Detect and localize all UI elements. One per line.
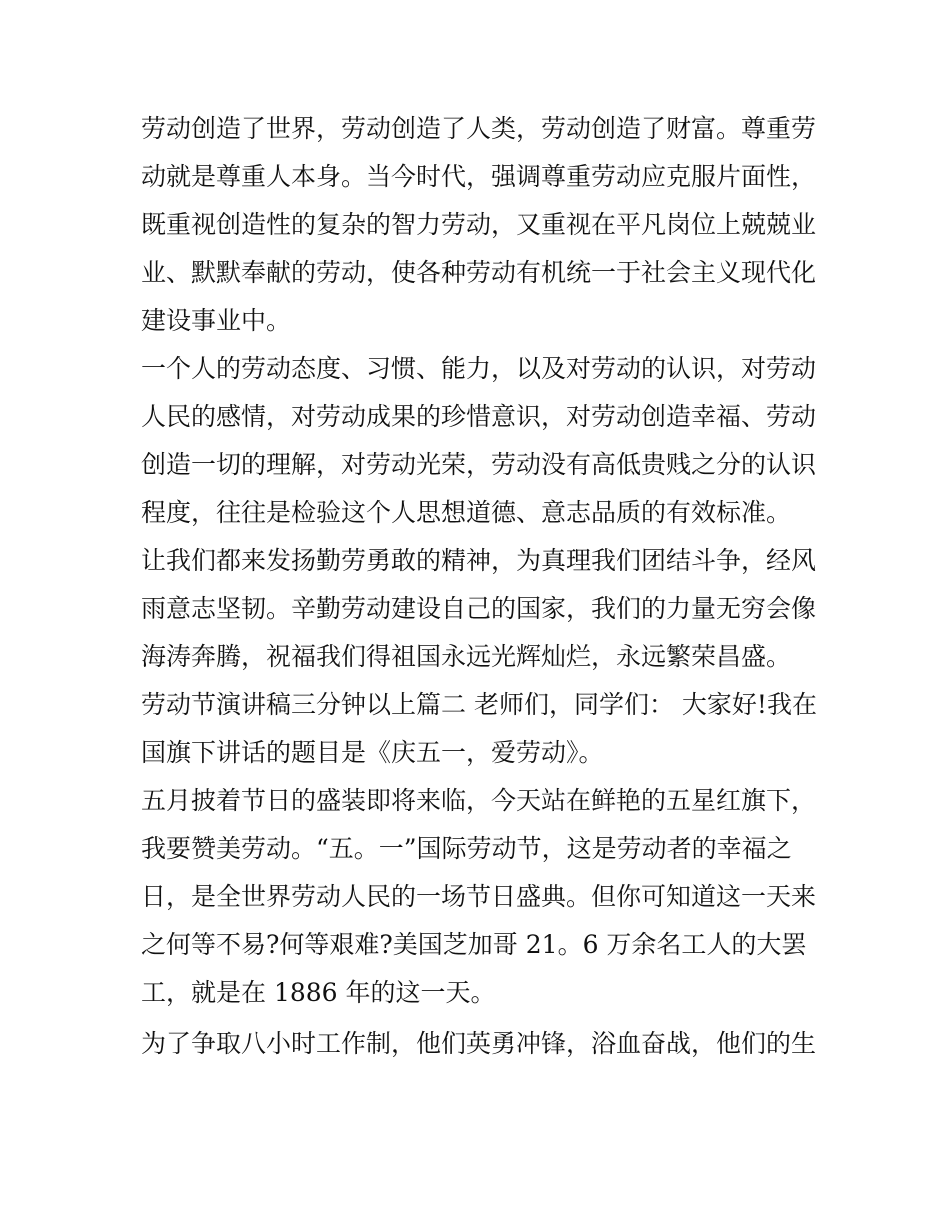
text-line: 一个人的劳动态度、习惯、能力，以及对劳动的认识，对劳动 — [141, 354, 817, 383]
text-line: 既重视创造性的复杂的智力劳动，又重视在平凡岗位上兢兢业 — [141, 210, 817, 239]
text-line: 劳动节演讲稿三分钟以上篇二 老师们，同学们： 大家好!我在 — [141, 690, 817, 719]
text-line: 海涛奔腾，祝福我们得祖国永远光辉灿烂，永远繁荣昌盛。 — [141, 642, 792, 671]
text-line: 建设事业中。 — [141, 306, 292, 335]
text-line: 为了争取八小时工作制，他们英勇冲锋，浴血奋战，他们的生 — [141, 1029, 817, 1058]
text-line: 人民的感情，对劳动成果的珍惜意识，对劳动创造幸福、劳动 — [141, 402, 817, 431]
text-line: 国旗下讲话的题目是《庆五一，爱劳动》。 — [141, 738, 604, 767]
text-line: 工，就是在 1886 年的这一天。 — [141, 978, 496, 1007]
text-line: 雨意志坚韧。辛勤劳动建设自己的国家，我们的力量无穷会像 — [141, 594, 817, 623]
body-text — [141, 105, 821, 1068]
text-line: 日，是全世界劳动人民的一场节日盛典。但你可知道这一天来 — [141, 882, 817, 911]
text-line: 五月披着节日的盛装即将来临，今天站在鲜艳的五星红旗下， — [141, 786, 817, 815]
text-line: 劳动创造了世界，劳动创造了人类，劳动创造了财富。尊重劳 — [141, 114, 817, 143]
text-line: 创造一切的理解，对劳动光荣，劳动没有高低贵贱之分的认识 — [141, 450, 817, 479]
text-line: 之何等不易?何等艰难?美国芝加哥 21。6 万余名工人的大罢 — [141, 930, 807, 959]
text-line: 动就是尊重人本身。当今时代，强调尊重劳动应克服片面性， — [141, 162, 817, 191]
text-line: 我要赞美劳动。“五。一”国际劳动节，这是劳动者的幸福之 — [141, 834, 792, 863]
text-line: 程度，往往是检验这个人思想道德、意志品质的有效标准。 — [141, 498, 792, 527]
text-line: 让我们都来发扬勤劳勇敢的精神，为真理我们团结斗争，经风 — [141, 546, 817, 575]
text-line: 业、默默奉献的劳动，使各种劳动有机统一于社会主义现代化 — [141, 258, 817, 287]
